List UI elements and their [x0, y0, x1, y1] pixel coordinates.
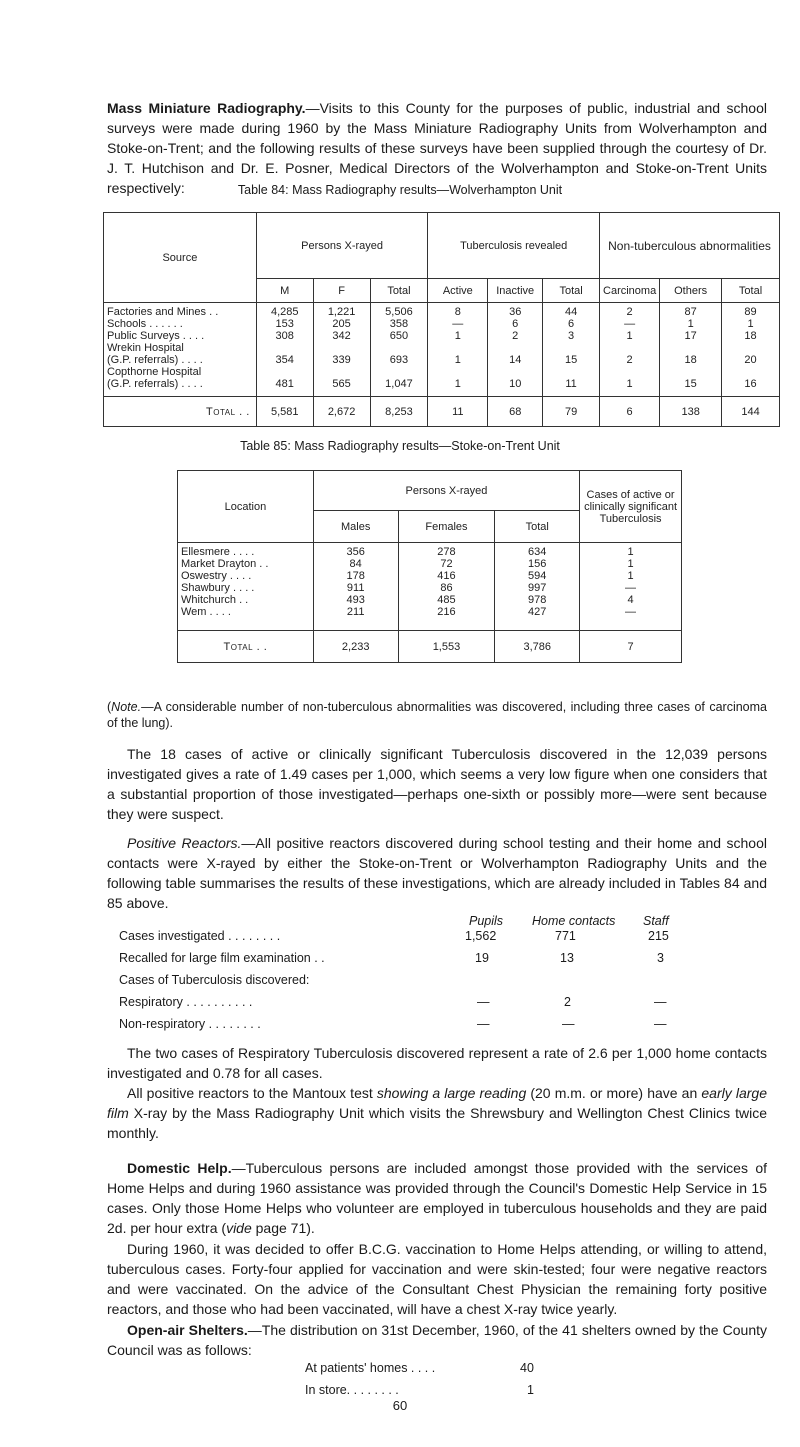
table84-total-cell: 138	[660, 397, 722, 427]
table85-cell: 86	[440, 582, 453, 594]
reactors-cell: 3	[657, 951, 664, 965]
shelters-paragraph	[107, 1320, 767, 1360]
table85-total-row	[178, 631, 682, 663]
table84-cell: 5,506	[385, 306, 413, 318]
table84-cell: 15	[684, 378, 697, 390]
mantoux-a: All positive reactors to the Mantoux test	[127, 1085, 377, 1101]
table84-cell: 4,285	[270, 306, 299, 318]
table84	[103, 212, 780, 427]
mantoux-b: showing a large reading	[376, 1085, 527, 1101]
table84-cell	[546, 342, 596, 354]
table85-cell: 211	[346, 606, 365, 618]
table85-location-cell	[178, 543, 314, 631]
page-number: 60	[392, 1398, 408, 1413]
bcg-paragraph: During 1960, it was decided to offer B.C.G. vaccination to Home Helps attending, or willing to attend, tuberculous cases. Forty-four applied for vaccination and were skin-tested; four were negative reactors and were vaccinated. On the advice of the Consultant Chest Physician the remaining forty positive reactors, and those who had been vaccinated, will have a chest X-ray twice yearly.	[107, 1241, 767, 1317]
shelters-row-label: At patients' homes . . . .	[305, 1361, 436, 1375]
shelters-row-label: In store. . . . . . . .	[305, 1383, 399, 1397]
table84-col-inactive	[488, 303, 543, 397]
table84-cell: 44	[564, 306, 578, 318]
table84-cell: 1	[626, 330, 633, 342]
table84-cell: 87	[684, 306, 697, 318]
table84-cell: 1,047	[385, 378, 413, 390]
table85-cell: 1	[627, 558, 634, 570]
table84-col-f	[313, 303, 370, 397]
table85-cell: 416	[437, 570, 456, 582]
table84-source-row: (G.P. referrals) . . . .	[107, 378, 203, 390]
table84-header-persons: Persons X-rayed	[256, 213, 428, 279]
table84-cell: 358	[389, 318, 409, 330]
table84-cell: 3	[568, 330, 575, 342]
table84-total-label: Total . .	[104, 397, 257, 427]
table84-cell	[431, 366, 484, 378]
reactors-cell: 19	[475, 951, 489, 965]
shelters-text: —The distribution on 31st December, 1960, of the 41 shelters owned by the County Council was as follows:	[107, 1322, 768, 1358]
table85-note: (Note.—A considerable number of non-tuberculous abnormalities was discovered, including three cases of carcinoma of the lung).	[107, 700, 767, 730]
reactors-cell: —	[477, 1017, 490, 1031]
domestic-heading: Domestic Help.	[127, 1160, 232, 1176]
shelters-list	[107, 1361, 767, 1401]
domestic-help-paragraph	[107, 1158, 767, 1238]
table84-cell: 1	[454, 330, 461, 342]
table85	[177, 470, 682, 663]
table84-header-tb-total: Total	[543, 279, 600, 303]
table84-header-others: Others	[660, 279, 722, 303]
table84-cell	[603, 366, 656, 378]
table85-total-cell: 7	[580, 631, 682, 663]
table84-cell	[663, 342, 718, 354]
reactors-cell: —	[654, 1017, 667, 1031]
table84-cell: 18	[684, 354, 697, 366]
table84-cell	[317, 342, 367, 354]
table84-cell: —	[624, 318, 636, 330]
table84-total-cell: 144	[722, 397, 780, 427]
table84-total-cell: 11	[428, 397, 488, 427]
table85-location-row: Oswestry . . . .	[181, 570, 252, 582]
table85-cell: 72	[440, 558, 453, 570]
table84-cell: 481	[275, 378, 294, 390]
table84-cell: 2	[626, 354, 633, 366]
table84-caption: Table 84: Mass Radiography results—Wolverhampton Unit	[237, 183, 563, 197]
table85-cell: 634	[528, 546, 547, 558]
positive-heading: Positive Reactors.	[127, 835, 242, 851]
table84-cell: —	[452, 318, 464, 330]
table85-header-location: Location	[178, 471, 314, 543]
table84-cell: 1	[626, 378, 633, 390]
note-text: —A considerable number of non-tuberculous abnormalities was discovered, including three cases of carcinoma of the lung).	[107, 700, 767, 730]
table84-col-m	[256, 303, 313, 397]
table85-cell: 485	[437, 594, 456, 606]
reactors-col-home: Home contacts	[532, 914, 616, 928]
shelters-row-value: 40	[520, 1361, 534, 1375]
table85-cell: 427	[528, 606, 547, 618]
table84-cell	[374, 366, 425, 378]
table84-total-cell: 6	[600, 397, 660, 427]
table85-cell: 911	[346, 582, 365, 594]
table84-source-cell	[104, 303, 257, 397]
table84-source-row: Schools . . . . . .	[107, 318, 183, 330]
table85-total-cell: 3,786	[495, 631, 580, 663]
table84-cell	[491, 366, 539, 378]
table84-source-row: (G.P. referrals) . . . .	[107, 354, 203, 366]
table85-cell: 1	[627, 570, 634, 582]
table84-total-cell: 5,581	[256, 397, 313, 427]
table85-cell: 278	[437, 546, 456, 558]
table84-cell	[725, 342, 776, 354]
table85-cell: 1	[627, 546, 634, 558]
table84-cell: 18	[744, 330, 757, 342]
reactors-cell: 215	[648, 929, 669, 943]
reactors-row-label: Respiratory . . . . . . . . . .	[119, 995, 253, 1009]
intro-text: —Visits to this County for the purposes of public, industrial and school surveys were made during 1960 by the Mass Miniature Radiography Units from Wolverhampton and Stoke-on-Trent; and the following results of these surveys have been supplied through the courtesy of Dr. J. T. Hutchison and Dr. E. Posner, Medical Directors of the Wolverhampton and Stoke-on-Trent Units respectively:	[107, 100, 767, 196]
table84-source-row: Copthorne Hospital	[107, 366, 202, 378]
table85-cell: 493	[346, 594, 365, 606]
reactors-col-pupils: Pupils	[469, 914, 504, 928]
table84-cell: 8	[454, 306, 461, 318]
mantoux-d: early large film	[107, 1085, 767, 1121]
two-cases-paragraph: The two cases of Respiratory Tuberculosis discovered represent a rate of 2.6 per 1,000 home contacts investigated and 0.78 for all cases.	[107, 1045, 767, 1081]
table85-cell: 4	[627, 594, 634, 606]
domestic-text-b: page 71).	[251, 1220, 315, 1236]
shelters-heading: Open-air Shelters.	[127, 1322, 248, 1338]
reactors-row-label: Cases investigated . . . . . . . .	[119, 929, 281, 943]
table85-cell: 84	[349, 558, 362, 570]
table85-location-row: Whitchurch . .	[181, 594, 249, 606]
table85-header-total: Total	[495, 511, 580, 543]
table85-caption: Table 85: Mass Radiography results—Stoke-on-Trent Unit	[240, 439, 560, 453]
table84-header-m: M	[256, 279, 313, 303]
table84-header-tb: Tuberculosis revealed	[428, 213, 600, 279]
table84-cell: 153	[275, 318, 294, 330]
table84-cell: 565	[332, 378, 351, 390]
table84-source-row: Public Surveys . . . .	[107, 330, 205, 342]
reactors-row-label: Non-respiratory . . . . . . . .	[119, 1017, 261, 1031]
table85-header-persons: Persons X-rayed	[313, 471, 579, 511]
table85-total-label: Total . .	[178, 631, 314, 663]
table84-cell: 1,221	[327, 306, 356, 318]
table84-col-nontb-total	[722, 303, 780, 397]
note-label: Note.	[111, 700, 142, 714]
reactors-cell: 1,562	[465, 929, 497, 943]
rate-paragraph: The 18 cases of active or clinically significant Tuberculosis discovered in the 12,039 persons investigated gives a rate of 1.49 cases per 1,000, which seems a very low figure when one considers that a substantial proportion of those investigated—perhaps one-sixth or possibly more—were sent because they were suspect.	[107, 746, 767, 822]
table85-cell: 978	[528, 594, 547, 606]
table84-header-f: F	[313, 279, 370, 303]
intro-heading: Mass Miniature Radiography.	[107, 100, 306, 116]
table84-source-row: Wrekin Hospital	[107, 342, 184, 354]
table84-cell: 342	[332, 330, 351, 342]
table84-total-cell: 79	[543, 397, 600, 427]
positive-text: —All positive reactors discovered during school testing and their home and school contacts were X-rayed by either the Stoke-on-Trent or Wolverhampton Radiography Units and the following table summarises the results of these investigations, which are already included in Tables 84 and 85 above.	[107, 835, 767, 911]
table84-header-active: Active	[428, 279, 488, 303]
table84-header-nontb-total: Total	[722, 279, 780, 303]
table85-location-row: Market Drayton . .	[181, 558, 269, 570]
reactors-cell: —	[562, 1017, 575, 1031]
table84-cell: 89	[744, 306, 757, 318]
table84-header-source: Source	[104, 213, 257, 303]
table85-header-females: Females	[398, 511, 495, 543]
table85-location-row: Shawbury . . . .	[181, 582, 255, 594]
table85-total-cell: 2,233	[313, 631, 398, 663]
table84-cell	[431, 342, 484, 354]
table84-cell: 339	[332, 354, 351, 366]
table84-col-active	[428, 303, 488, 397]
table85-cell: —	[625, 606, 637, 618]
reactors-cell: —	[477, 995, 490, 1009]
table85-header-cases: Cases of active or clinically significant Tuberculosis	[580, 471, 682, 543]
table84-cell: 15	[564, 354, 578, 366]
table84-cell: 36	[509, 306, 522, 318]
table85-col-cases	[580, 543, 682, 631]
table84-cell: 2	[512, 330, 519, 342]
table84-cell	[260, 366, 310, 378]
table85-col-total	[495, 543, 580, 631]
table84-cell: 14	[509, 354, 522, 366]
table84-header-total: Total	[370, 279, 428, 303]
reactors-cell: 2	[564, 995, 571, 1009]
table85-cell: 178	[346, 570, 365, 582]
positive-reactors-paragraph	[107, 833, 767, 913]
table85-header-males: Males	[313, 511, 398, 543]
table84-col-carcinoma	[600, 303, 660, 397]
table84-source-row: Factories and Mines . .	[107, 306, 219, 318]
table85-cell: 156	[528, 558, 547, 570]
table85-cell: 594	[528, 570, 547, 582]
reactors-table	[107, 914, 767, 1031]
table84-cell: 354	[275, 354, 294, 366]
table84-cell	[374, 342, 425, 354]
reactors-cell: 13	[560, 951, 574, 965]
table85-col-males	[313, 543, 398, 631]
table84-cell: 17	[684, 330, 697, 342]
table84-cell: 6	[512, 318, 519, 330]
table84-col-tb-total	[543, 303, 600, 397]
table84-total-cell: 2,672	[313, 397, 370, 427]
table84-cell: 2	[626, 306, 633, 318]
reactors-col-staff: Staff	[643, 914, 669, 928]
table84-cell: 308	[275, 330, 294, 342]
table84-col-total	[370, 303, 428, 397]
table84-col-others	[660, 303, 722, 397]
domestic-text-a: —Tuberculous persons are included amongst those provided with the services of Home Helps and during 1960 assistance was provided through the Council's Domestic Help Service in 15 cases. Only those Home Helps who volunteer are employed in tuberculous households and they are paid 2d. per hour extra (	[107, 1160, 768, 1236]
table84-header-inactive: Inactive	[488, 279, 543, 303]
table84-cell	[663, 366, 718, 378]
reactors-cell: —	[654, 995, 667, 1009]
table84-header-carcinoma: Carcinoma	[600, 279, 660, 303]
shelters-row-value: 1	[527, 1383, 534, 1397]
table84-cell: 650	[389, 330, 409, 342]
table84-cell: 10	[509, 378, 522, 390]
table84-cell: 16	[744, 378, 757, 390]
table85-cell: 356	[346, 546, 365, 558]
table84-cell	[317, 366, 367, 378]
table85-cell: 216	[437, 606, 456, 618]
table84-cell	[260, 342, 310, 354]
reactors-cell: 771	[555, 929, 576, 943]
table84-cell	[546, 366, 596, 378]
reactors-row-label: Cases of Tuberculosis discovered:	[119, 973, 310, 987]
table84-cell: 1	[687, 318, 694, 330]
table84-cell: 6	[568, 318, 575, 330]
table84-header-nontb: Non-tuberculous abnormalities	[600, 213, 780, 279]
table84-cell: 1	[454, 354, 461, 366]
mantoux-c: (20 m.m. or more) have an	[526, 1085, 702, 1101]
table84-cell	[725, 366, 776, 378]
table85-col-females	[398, 543, 495, 631]
table84-cell: 205	[332, 318, 351, 330]
domestic-vide: vide	[226, 1220, 252, 1236]
table84-cell: 693	[389, 354, 409, 366]
table84-total-cell: 68	[488, 397, 543, 427]
mantoux-paragraph	[107, 1083, 767, 1143]
table85-location-row: Ellesmere . . . .	[181, 546, 255, 558]
table85-cell: 997	[528, 582, 547, 594]
table84-total-cell: 8,253	[370, 397, 428, 427]
reactors-row-label: Recalled for large film examination . .	[119, 951, 325, 965]
table85-total-cell: 1,553	[398, 631, 495, 663]
table84-cell	[603, 342, 656, 354]
table85-location-row: Wem . . . .	[181, 606, 231, 618]
table85-cell: —	[625, 582, 637, 594]
table84-cell: 1	[454, 378, 461, 390]
table84-cell: 20	[744, 354, 757, 366]
table84-cell: 11	[565, 378, 577, 390]
table84-cell: 1	[747, 318, 754, 330]
mantoux-e: X-ray by the Mass Radiography Unit which visits the Shrewsbury and Wellington Chest Clinics twice monthly.	[107, 1105, 767, 1141]
table84-cell	[491, 342, 539, 354]
table84-total-row	[104, 397, 780, 427]
